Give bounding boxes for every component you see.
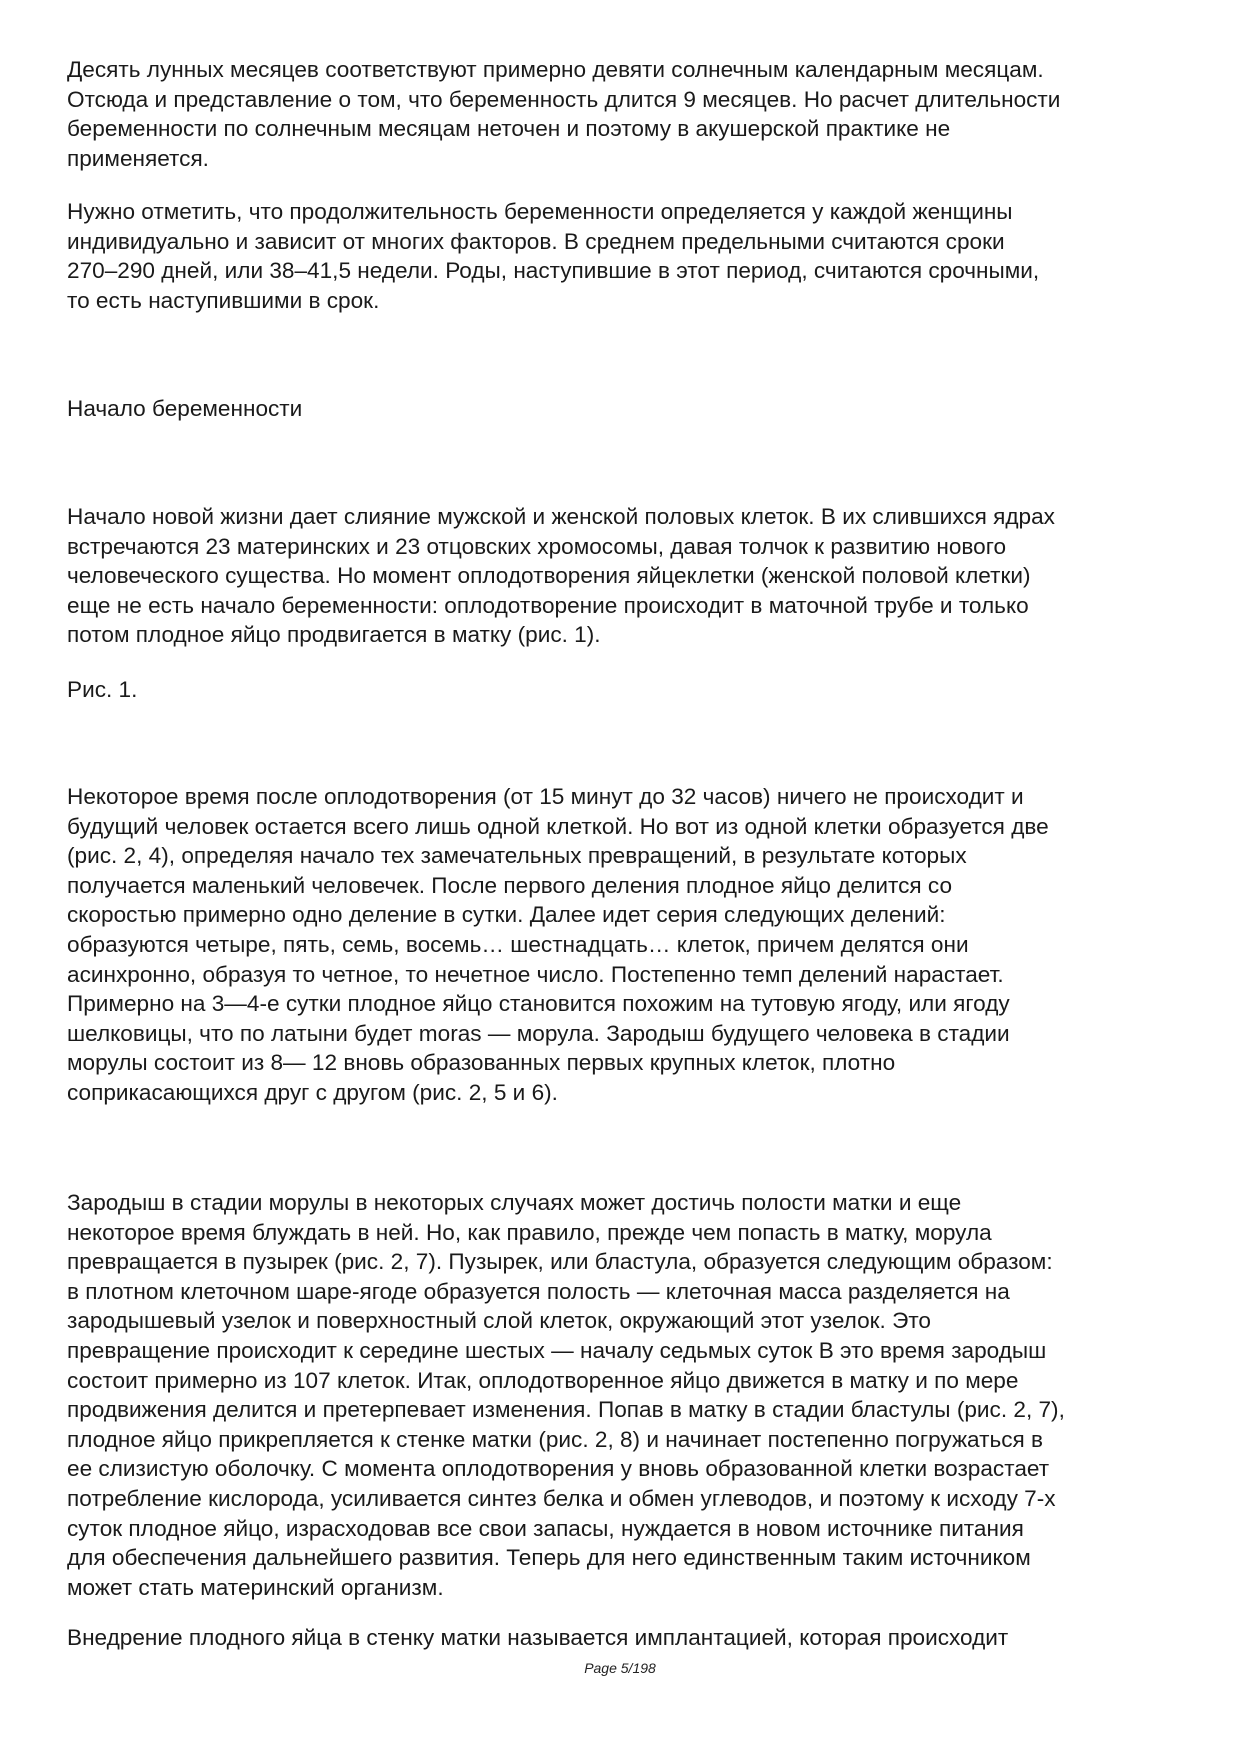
text-line: человеческого существа. Но момент оплодотворения яйцеклетки (женской половой клетки) [67,563,1031,589]
text-line: состоит примерно из 107 клеток. Итак, оплодотворенное яйцо движется в матку и по мере [67,1367,1019,1393]
text-line: будущий человек остается всего лишь одной клеткой. Но вот из одной клетки образуется две [67,813,1049,839]
section-heading [67,394,1187,424]
text-line: Внедрение плодного яйца в стенку матки называется имплантацией, которая происходит [67,1625,1009,1650]
text-line: Нужно отметить, что продолжительность беременности определяется у каждой женщины [67,199,1013,224]
figure-caption [67,675,1187,705]
text-line: скоростью примерно одно деление в сутки. Далее идет серия следующих делений: [67,902,946,928]
text-line: некоторое время блуждать в ней. Но, как правило, прежде чем попасть в матку, морула [67,1219,992,1245]
text-line: потом плодное яйцо продвигается в матку (рис. 1). [67,622,601,648]
text-line: встречаются 23 материнских и 23 отцовских хромосомы, давая толчок к развитию нового [67,533,1007,559]
text-line: морулы состоит из 8— 12 вновь образованных первых крупных клеток, плотно [67,1050,896,1076]
text-line: Десять лунных месяцев соответствуют примерно девяти солнечным календарным месяцам. [67,57,1044,82]
text-line: шелковицы, что по латыни будет moras — морула. Зародыш будущего человека в стадии [67,1020,1010,1046]
paragraph-morula [67,1188,1187,1602]
text-line: соприкасающихся друг с другом (рис. 2, 5 и 6). [67,1079,558,1105]
text-line: для обеспечения дальнейшего развития. Теперь для него единственным таким источником [67,1545,1031,1571]
page-number: Page 5/198 [584,1660,656,1676]
text-line: то есть наступившими в срок. [67,287,380,313]
text-line: Отсюда и представление о том, что беременность длится 9 месяцев. Но расчет длительности [67,86,1061,112]
text-line: ее слизистую оболочку. С момента оплодотворения у вновь образованной клетки возрастает [67,1456,1050,1482]
text-line: Зародыш в стадии морулы в некоторых случаях может достичь полости матки и еще [67,1190,962,1215]
text-line: асинхронно, образуя то четное, то нечетное число. Постепенно темп делений нарастает. [67,961,1004,987]
text-line: (рис. 2, 4), определяя начало тех замечательных превращений, в результате которых [67,843,967,869]
text-line: применяется. [67,145,209,171]
text-line: плодное яйцо прикрепляется к стенке матки (рис. 2, 8) и начинает постепенно погружаться в [67,1426,1044,1452]
text-line: беременности по солнечным месяцам неточен и поэтому в акушерской практике не [67,116,951,142]
paragraph-lunar-months [67,55,1187,173]
text-line: продвижения делится и претерпевает изменения. Попав в матку в стадии бластулы (рис. 2, 7), [67,1397,1065,1423]
text-line: еще не есть начало беременности: оплодотворение происходит в маточной трубе и только [67,592,1029,618]
text-line: Примерно на 3—4-е сутки плодное яйцо становится похожим на тутовую ягоду, или ягоду [67,991,1010,1017]
text-line: Некоторое время после оплодотворения (от 15 минут до 32 часов) ничего не происходит и [67,784,1024,809]
paragraph-cell-division [67,782,1187,1108]
text-line: Начало новой жизни дает слияние мужской и женской половых клеток. В их слившихся ядрах [67,504,1055,529]
text-line: может стать материнский организм. [67,1574,444,1600]
text-line: образуются четыре, пять, семь, восемь… шестнадцать… клеток, причем делятся они [67,931,969,957]
text-line: потребление кислорода, усиливается синтез белка и обмен углеводов, и поэтому к исходу 7-х [67,1485,1056,1511]
text-line: в плотном клеточном шаре-ягоде образуется полость — клеточная масса разделяется на [67,1278,1010,1304]
text-line: 270–290 дней, или 38–41,5 недели. Роды, наступившие в этот период, считаются срочными, [67,258,1040,284]
paragraph-implantation [67,1623,1187,1653]
text-line: суток плодное яйцо, израсходовав все свои запасы, нуждается в новом источнике питания [67,1515,1024,1541]
text-line: превращается в пузырек (рис. 2, 7). Пузырек, или бластула, образуется следующим образом: [67,1249,1053,1275]
caption-text: Рис. 1. [67,677,138,702]
text-line: индивидуально и зависит от многих факторов. В среднем предельными считаются сроки [67,228,1005,254]
text-line: превращение происходит к середине шестых — началу седьмых суток В это время зародыш [67,1337,1047,1363]
text-line: получается маленький человечек. После первого деления плодное яйцо делится со [67,872,953,898]
paragraph-duration [67,197,1187,315]
text-line: зародышевый узелок и поверхностный слой клеток, окружающий этот узелок. Это [67,1308,931,1334]
heading-text: Начало беременности [67,396,303,421]
paragraph-new-life [67,502,1187,650]
